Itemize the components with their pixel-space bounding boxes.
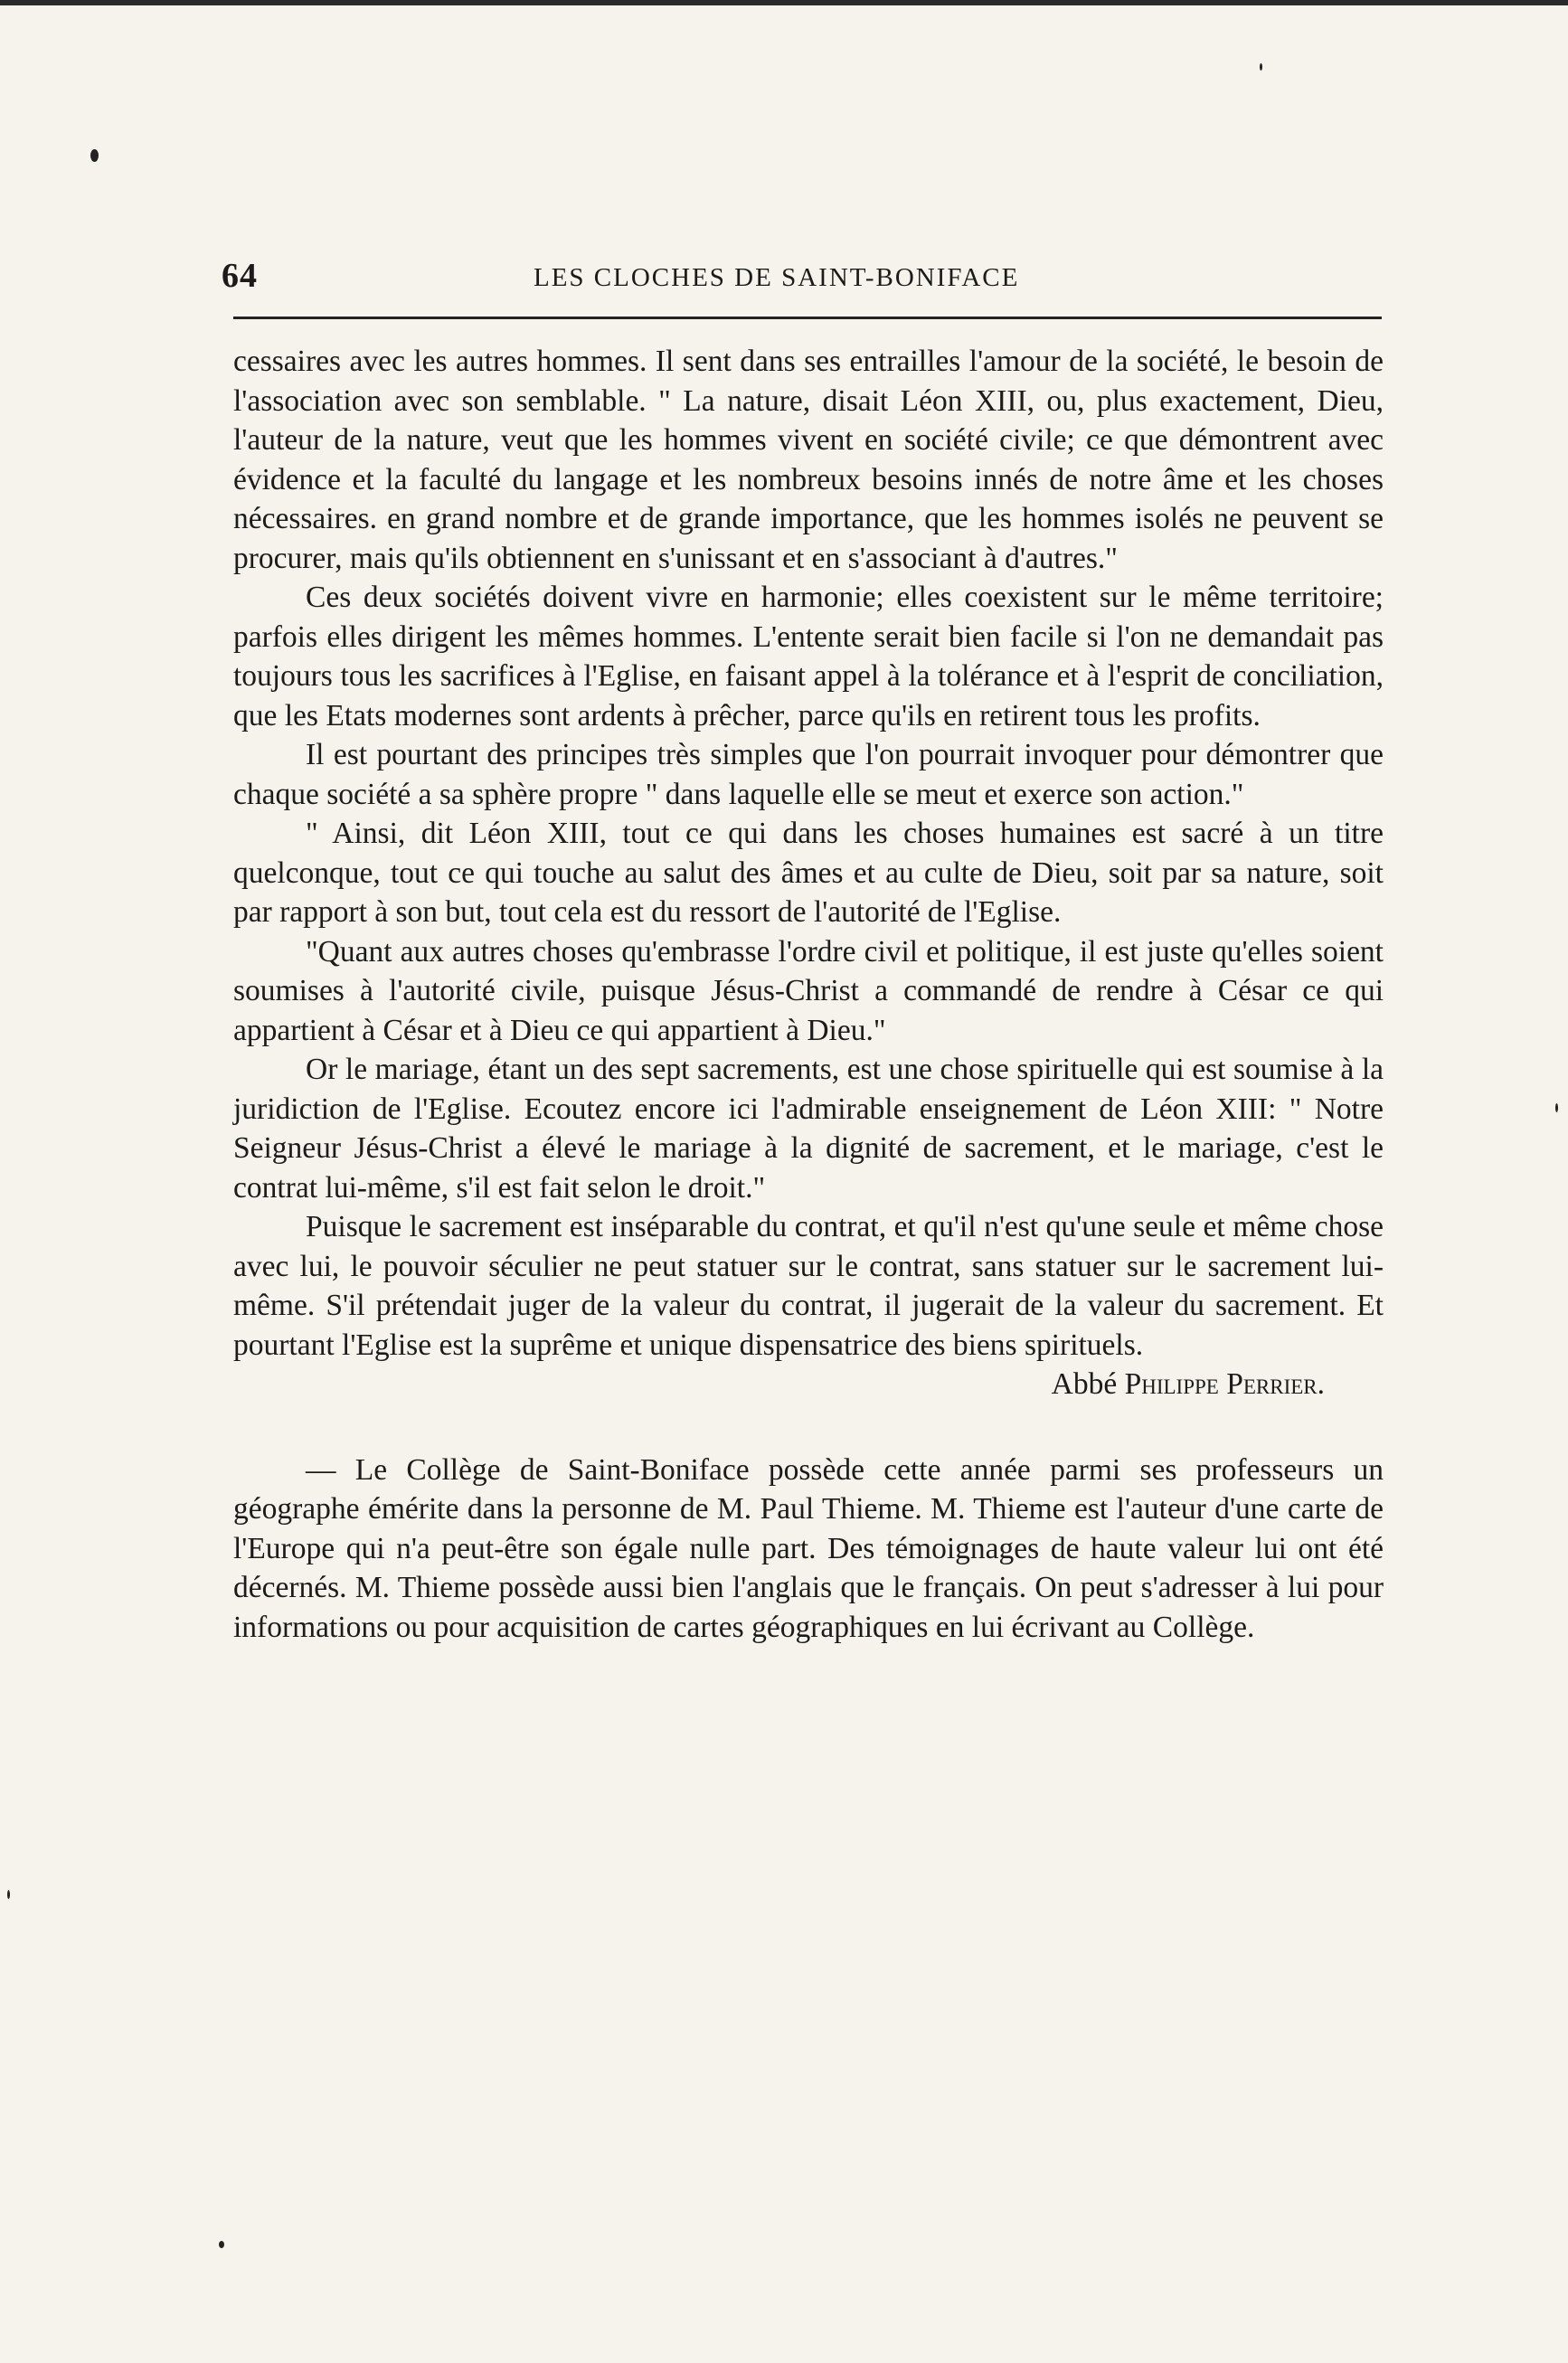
author-signature bbox=[233, 1365, 1384, 1404]
signature-name: Philippe Perrier. bbox=[1124, 1367, 1325, 1401]
ink-speck bbox=[219, 2241, 224, 2248]
signature-prefix: Abbé bbox=[1051, 1367, 1118, 1401]
ink-speck bbox=[90, 149, 99, 162]
paragraph: "Quant aux autres choses qu'embrasse l'ordre civil et politique, il est juste qu'elles soient soumises à l'autorité civile, puisque Jésus-Christ a commandé de rendre à César ce qui appartient à César et à Dieu ce qui appartient à Dieu." bbox=[233, 934, 1384, 1047]
paragraph: " Ainsi, dit Léon XIII, tout ce qui dans les choses humaines est sacré à un titre quelconque, tout ce qui touche au salut des âmes et au culte de Dieu, soit par sa nature, soit par rapport à son but, tout cela est du ressort de l'autorité de l'Eglise. bbox=[233, 817, 1384, 929]
running-title: LES CLOCHES DE SAINT-BONIFACE bbox=[534, 263, 1020, 292]
paragraph: Il est pourtant des principes très simples que l'on pourrait invoquer pour démontrer que chaque société a sa sphère propre " dans laquelle elle se meut et exerce son action." bbox=[233, 738, 1384, 811]
ink-speck bbox=[1555, 1103, 1558, 1112]
paragraph: Ces deux sociétés doivent vivre en harmonie; elles coexistent sur le même territoire; parfois elles dirigent les mêmes hommes. L'entente serait bien facile si l'on ne demandait pas toujours tous les sacrifices à l'Eglise, en faisant appel à la tolérance et à l'esprit de conciliation, que les Etats modernes sont ardents à prêcher, parce qu'ils en retirent tous les profits. bbox=[233, 581, 1384, 733]
header-rule bbox=[233, 317, 1382, 319]
scan-top-edge bbox=[0, 0, 1568, 5]
ink-speck bbox=[1260, 63, 1262, 71]
article-body bbox=[233, 342, 1384, 1647]
paragraph: Puisque le sacrement est inséparable du contrat, et qu'il n'est qu'une seule et même chose avec lui, le pouvoir séculier ne peut statuer sur le contrat, sans statuer sur le sacrement lui-même. S'il prétendait juger de la valeur du contrat, il jugerait de la valeur du sacrement. Et pourtant l'Eglise est la suprême et unique dispensatrice des biens spirituels. bbox=[233, 1210, 1384, 1362]
page-header bbox=[222, 256, 1381, 310]
paragraph: cessaires avec les autres hommes. Il sent dans ses entrailles l'amour de la société, le besoin de l'association avec son semblable. " La nature, disait Léon XIII, ou, plus exactement, Dieu, l'auteur de la nature, veut que les hommes vivent en société civile; ce que démontrent avec évidence et la faculté du langage et les nombreux besoins innés de notre âme et les choses nécessaires. en grand nombre et de grande importance, que les hommes isolés ne peuvent se procurer, mais qu'ils obtiennent en s'unissant et en s'associant à d'autres." bbox=[233, 345, 1384, 575]
paragraph: Or le mariage, étant un des sept sacrements, est une chose spirituelle qui est soumise à la juridiction de l'Eglise. Ecoutez encore ici l'admirable enseignement de Léon XIII: " Notre Seigneur Jésus-Christ a élevé le mariage à la dignité de sacrement, et le mariage, c'est le contrat lui-même, s'il est fait selon le droit." bbox=[233, 1053, 1384, 1205]
ink-speck bbox=[7, 1890, 10, 1899]
page-number: 64 bbox=[222, 257, 258, 295]
college-note: — Le Collège de Saint-Boniface possède cette année parmi ses professeurs un géographe émérite dans la personne de M. Paul Thieme. M. Thieme est l'auteur d'une carte de l'Europe qui n'a peut-être son égale nulle part. Des témoignages de haute valeur lui ont été décernés. M. Thieme possède aussi bien l'anglais que le français. On peut s'adresser à lui pour informations ou pour acquisition de cartes géographiques en lui écrivant au Collège. bbox=[233, 1452, 1384, 1644]
